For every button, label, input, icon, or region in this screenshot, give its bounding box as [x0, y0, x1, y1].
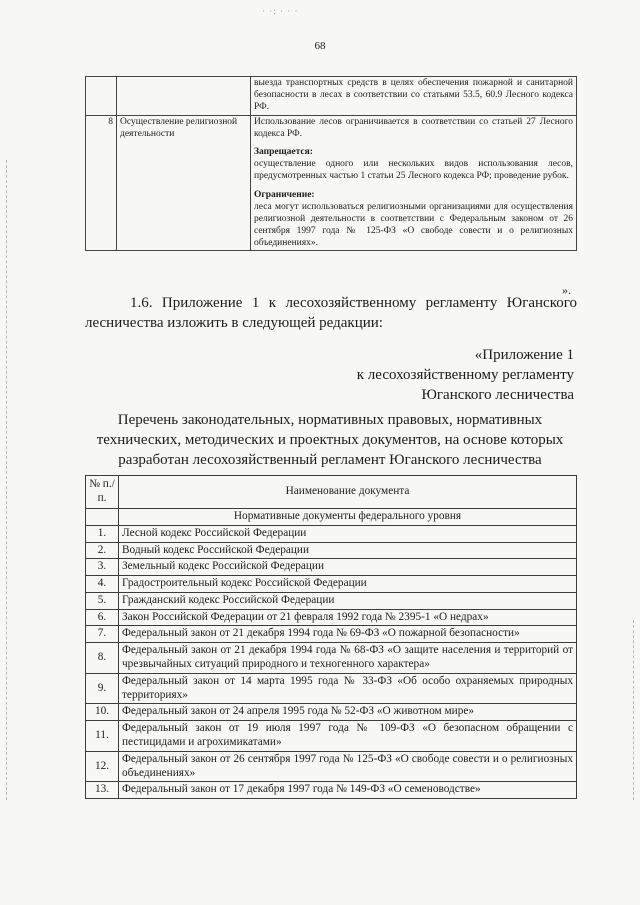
document-name: Земельный кодекс Российской Федерации — [119, 559, 577, 576]
document-name: Федеральный закон от 14 марта 1995 года № 33-ФЗ «Об особо охраняемых природных территориях» — [119, 673, 577, 704]
document-name: Гражданский кодекс Российской Федерации — [119, 592, 577, 609]
document-name: Закон Российской Федерации от 21 февраля 1992 года № 2395-1 «О недрах» — [119, 609, 577, 626]
header-number: № п./п. — [86, 476, 119, 509]
table-row — [86, 782, 577, 799]
header-name: Наименование документа — [119, 476, 577, 509]
page-number: 68 — [314, 40, 326, 52]
row-number: 6. — [86, 609, 119, 626]
table-row — [86, 115, 577, 251]
prohibited-label: Запрещается: — [254, 147, 313, 158]
document-name: Градостроительный кодекс Российской Федерации — [119, 576, 577, 593]
row-details — [251, 115, 577, 251]
amendment-paragraph: 1.6. Приложение 1 к лесохозяйственному регламенту Юганского лесничества изложить в следующей редакции: — [85, 295, 577, 331]
closing-mark: ». — [562, 283, 571, 297]
appendix-header — [357, 346, 574, 406]
row-number: 5. — [86, 592, 119, 609]
table-row — [86, 626, 577, 643]
row-number: 4. — [86, 576, 119, 593]
table-row — [86, 542, 577, 559]
restriction-label: Ограничение: — [254, 190, 315, 200]
row-number: 10. — [86, 704, 119, 721]
row-number: 13. — [86, 782, 119, 799]
document-name: Водный кодекс Российской Федерации — [119, 542, 577, 559]
document-name: Федеральный закон от 24 апреля 1995 года № 52-ФЗ «О животном мире» — [119, 704, 577, 721]
table-header-row — [86, 476, 577, 509]
row-number: 2. — [86, 542, 119, 559]
row-number: 3. — [86, 559, 119, 576]
documents-table — [85, 475, 577, 799]
document-name: Федеральный закон от 26 сентября 1997 года № 125-ФЗ «О свободе совести и о религиозных объединениях» — [119, 751, 577, 782]
table-row — [86, 751, 577, 782]
usage-text: Использование лесов ограничивается в соответствии со статьей 27 Лесного кодекса РФ. — [254, 116, 573, 139]
table-row — [86, 559, 577, 576]
scan-margin-line-right — [633, 620, 634, 800]
row-prev-text: выезда транспортных средств в целях обеспечения пожарной и санитарной безопасности в лесах в соответствии со статьями 53.5, 60.9 Лесного кодекса РФ. — [251, 77, 577, 116]
appendix-line-1: «Приложение 1 — [474, 347, 574, 363]
table-row — [86, 77, 577, 116]
table-row — [86, 673, 577, 704]
row-number: 7. — [86, 626, 119, 643]
section-title: Нормативные документы федерального уровня — [119, 509, 577, 526]
row-number: 1. — [86, 525, 119, 542]
table-row — [86, 609, 577, 626]
document-name: Лесной кодекс Российской Федерации — [119, 525, 577, 542]
appendix-line-2: к лесохозяйственному регламенту — [356, 366, 574, 383]
continuation-table — [85, 76, 577, 251]
table-row — [86, 525, 577, 542]
scan-margin-line — [6, 160, 7, 800]
table-row — [86, 643, 577, 674]
list-title: Перечень законодательных, нормативных правовых, нормативных технических, методических и проектных документов, на основе которых разработан лесохозяйственный регламент Юганского лесничества — [96, 412, 564, 468]
row-number: 12. — [86, 751, 119, 782]
scan-speck: · ·: · · · — [262, 6, 299, 16]
section-row — [86, 509, 577, 526]
document-name: Федеральный закон от 21 декабря 1994 года № 68-ФЗ «О защите населения и территорий от чрезвычайных ситуаций природного и техногенного характера» — [119, 643, 577, 674]
row-number: 9. — [86, 673, 119, 704]
appendix-line-3: Юганского лесничества — [421, 386, 574, 403]
row-number: 11. — [86, 721, 119, 752]
table-row — [86, 576, 577, 593]
prohibited-text: осуществление одного или нескольких видов использования лесов, предусмотренных частью 1 статьи 25 Лесного кодекса РФ; проведение рубок. — [254, 159, 573, 182]
restriction-text: леса могут использоваться религиозными организациями для осуществления религиозной деятельности в соответствии с Федеральным законом от 26 сентября 1997 года № 125-ФЗ «О свободе совести и о религиозных объединениях». — [254, 201, 573, 248]
document-name: Федеральный закон от 17 декабря 1997 года № 149-ФЗ «О семеноводстве» — [119, 782, 577, 799]
row-number: 8. — [86, 643, 119, 674]
table-row — [86, 704, 577, 721]
row-number: 8 — [86, 115, 117, 251]
row-type: Осуществление религиозной деятельности — [117, 115, 251, 251]
table-row — [86, 592, 577, 609]
table-row — [86, 721, 577, 752]
document-name: Федеральный закон от 21 декабря 1994 года № 69-ФЗ «О пожарной безопасности» — [119, 626, 577, 643]
document-name: Федеральный закон от 19 июля 1997 года № 109-ФЗ «О безопасном обращении с пестицидами и агрохимикатами» — [119, 721, 577, 752]
